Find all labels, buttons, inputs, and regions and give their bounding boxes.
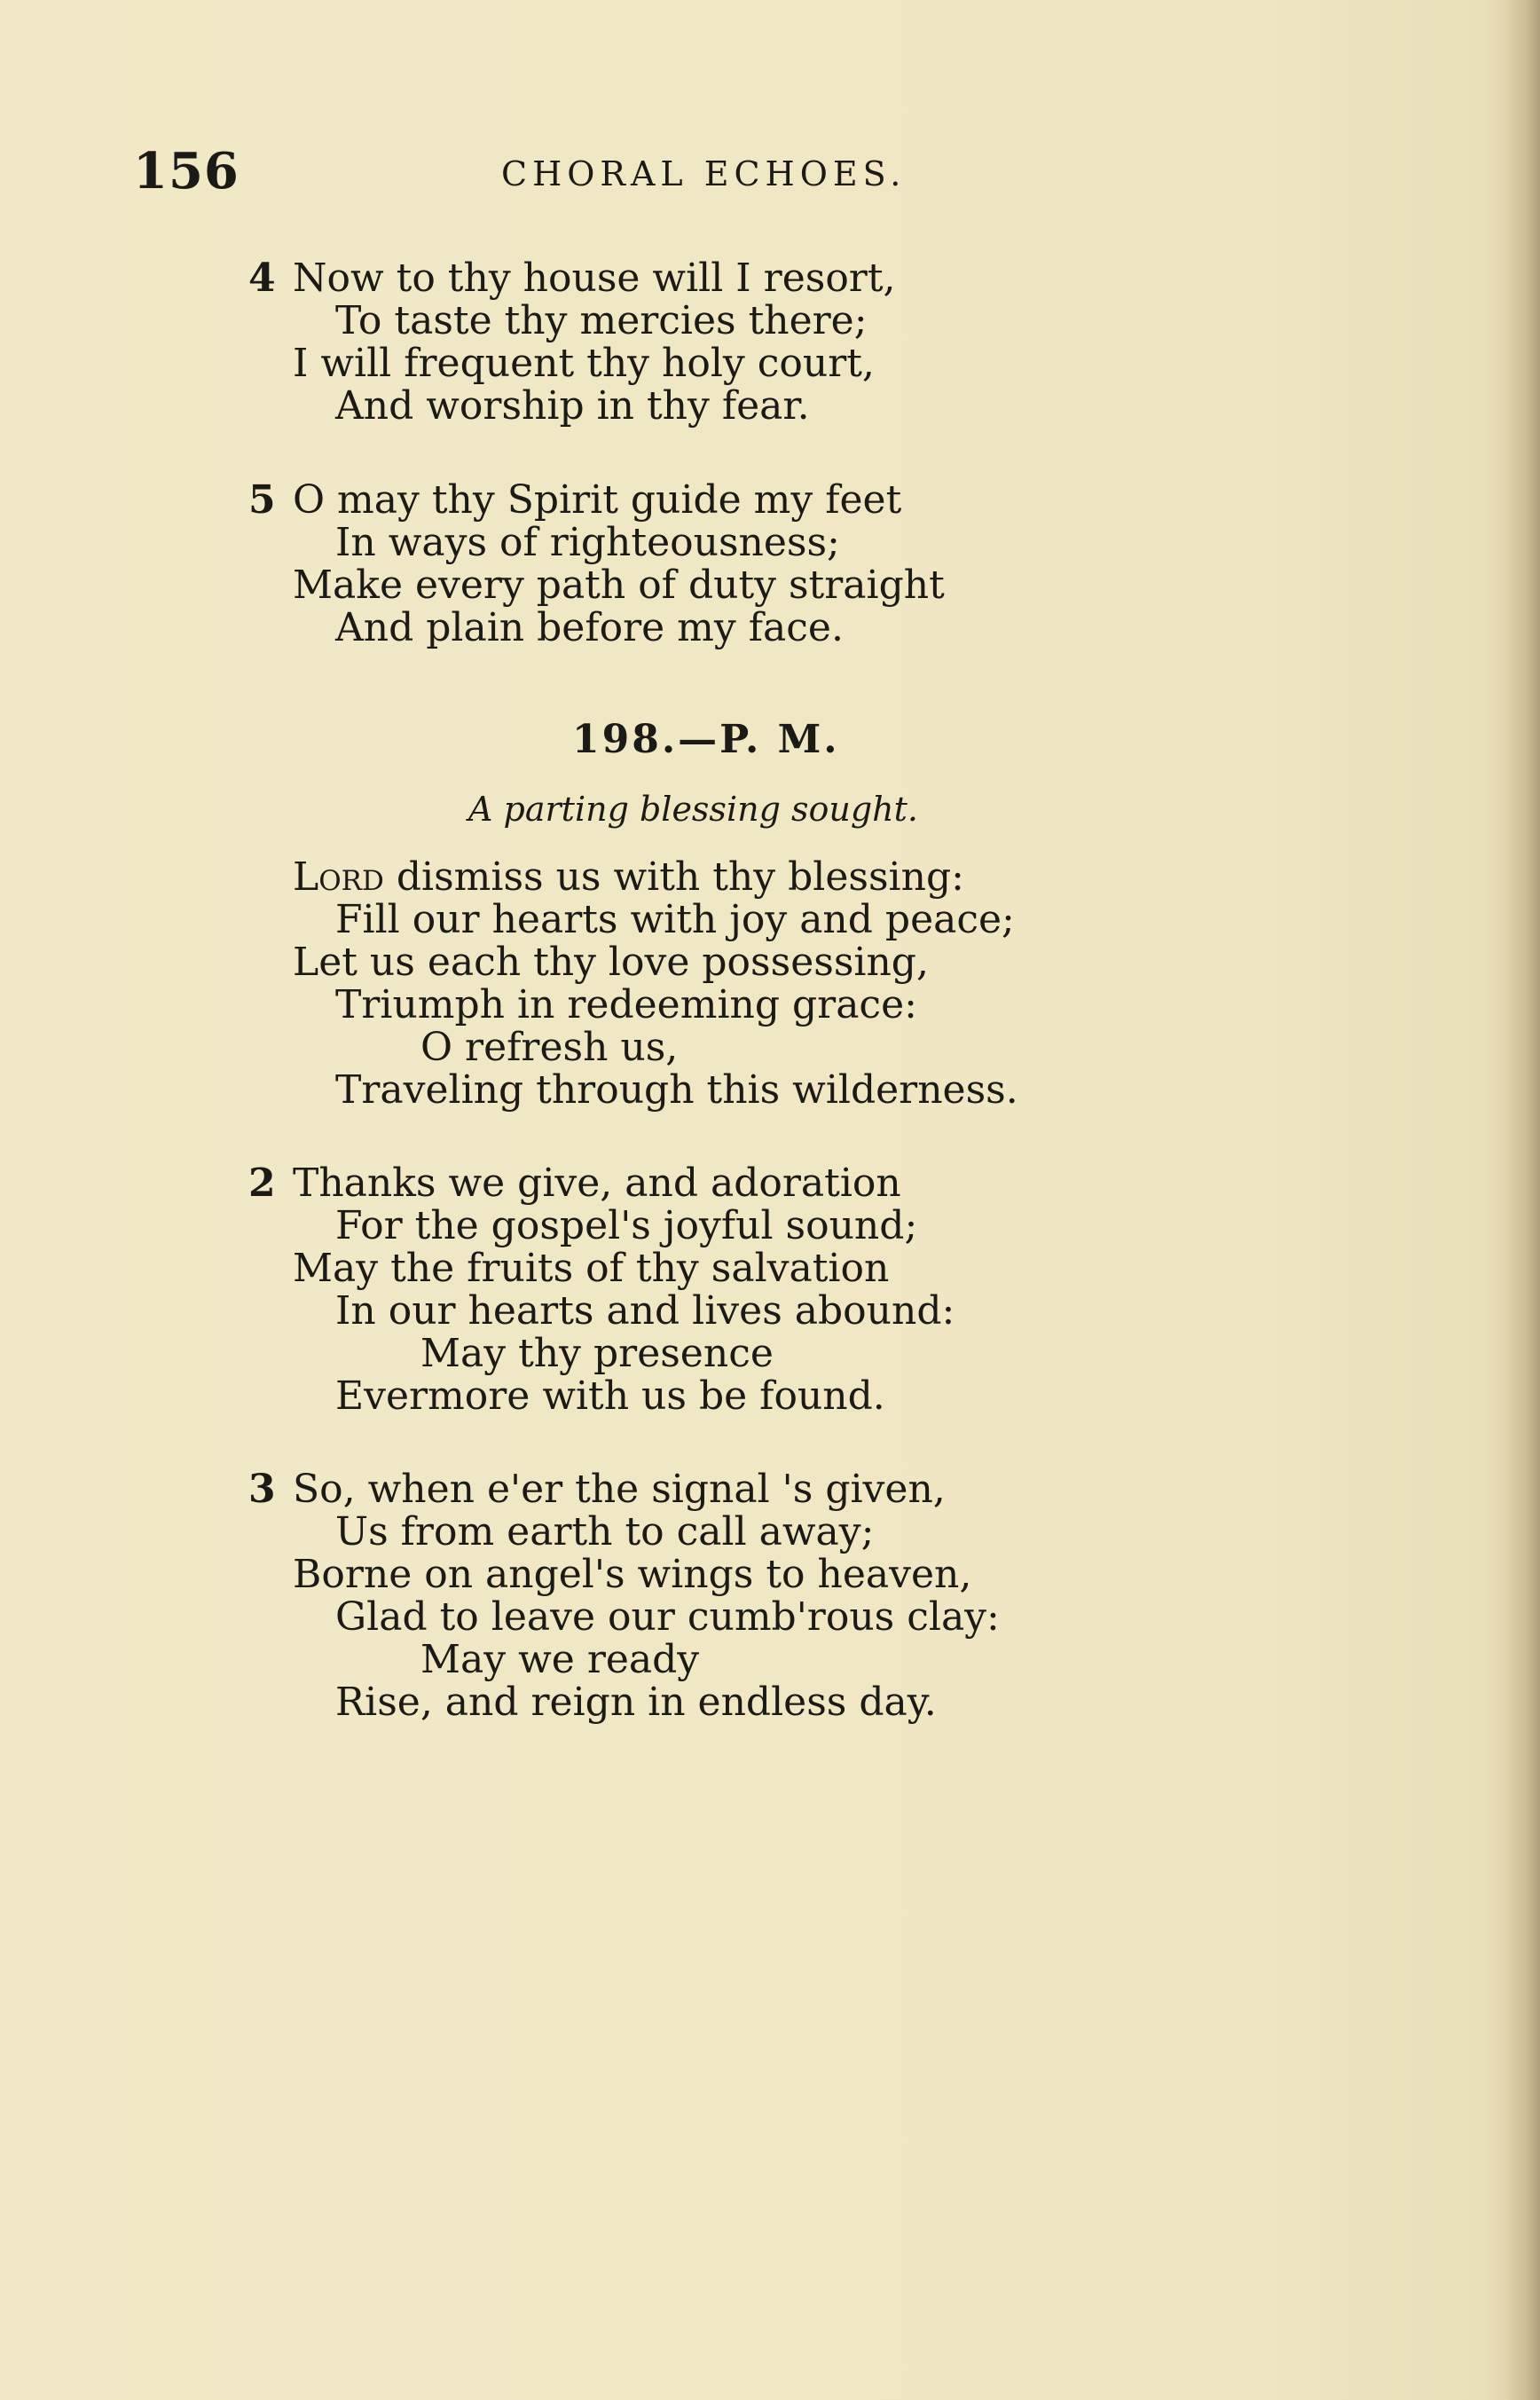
verse-line: Make every path of duty straight [293, 563, 945, 608]
verse-line: Traveling through this wilderness. [335, 1067, 1018, 1113]
running-title: CHORAL ECHOES. [501, 154, 907, 193]
hymn-stanza-3 [248, 1467, 1000, 1725]
hymn-stanza-1 [293, 856, 1018, 1112]
first-word: Lord [293, 854, 384, 900]
verse-line: Fill our hearts with joy and peace; [335, 897, 1015, 942]
verse-line: For the gospel's joyful sound; [335, 1203, 918, 1248]
page-number: 156 [133, 142, 240, 201]
verse-line: Rise, and reign in endless day. [335, 1680, 937, 1725]
verse-line: To taste thy mercies there; [335, 298, 868, 343]
verse-text: dismiss us with thy blessing: [383, 854, 964, 900]
verse-line: And plain before my face. [335, 605, 844, 650]
hymn-subtitle: A parting blessing sought. [468, 790, 918, 829]
stanza-number: 2 [248, 1161, 276, 1206]
hymn-heading: 198.—P. M. [572, 717, 840, 762]
verse-line [248, 477, 945, 523]
verse-line: Evermore with us be found. [335, 1373, 885, 1419]
verse-line: I will frequent thy holy court, [293, 341, 875, 386]
verse-line: And worship in thy fear. [335, 383, 810, 429]
verse-line: Triumph in redeeming grace: [335, 982, 917, 1027]
verse-line: May thy presence [420, 1331, 774, 1376]
stanza-number: 3 [248, 1467, 276, 1512]
hymn-stanza-2 [248, 1161, 955, 1419]
verse-line: In our hearts and lives abound: [335, 1288, 955, 1334]
verse-line: Glad to leave our cumb'rous clay: [335, 1594, 1000, 1640]
stanza-number: 5 [248, 477, 276, 523]
verse-line [248, 1467, 1000, 1512]
verse-text: Thanks we give, and adoration [293, 1161, 901, 1206]
verse-line: May we ready [420, 1637, 700, 1682]
verse-line: Us from earth to call away; [335, 1509, 875, 1554]
stanza-5 [248, 477, 945, 650]
stanza-number: 4 [248, 256, 276, 301]
verse-line: O refresh us, [420, 1025, 679, 1070]
verse-text: Now to thy house will I resort, [293, 256, 896, 301]
verse-line: In ways of righteousness; [335, 520, 840, 565]
verse-text: O may thy Spirit guide my feet [293, 477, 902, 523]
page-edge-shadow [1505, 0, 1540, 2400]
verse-line [293, 856, 1018, 899]
verse-line: Let us each thy love possessing, [293, 940, 929, 985]
verse-line: Borne on angel's wings to heaven, [293, 1552, 972, 1597]
verse-line [248, 256, 896, 301]
page-header [133, 142, 1020, 201]
verse-line: May the fruits of thy salvation [293, 1246, 890, 1291]
stanza-4 [248, 256, 896, 429]
verse-line [248, 1161, 955, 1206]
verse-text: So, when e'er the signal 's given, [293, 1467, 946, 1512]
